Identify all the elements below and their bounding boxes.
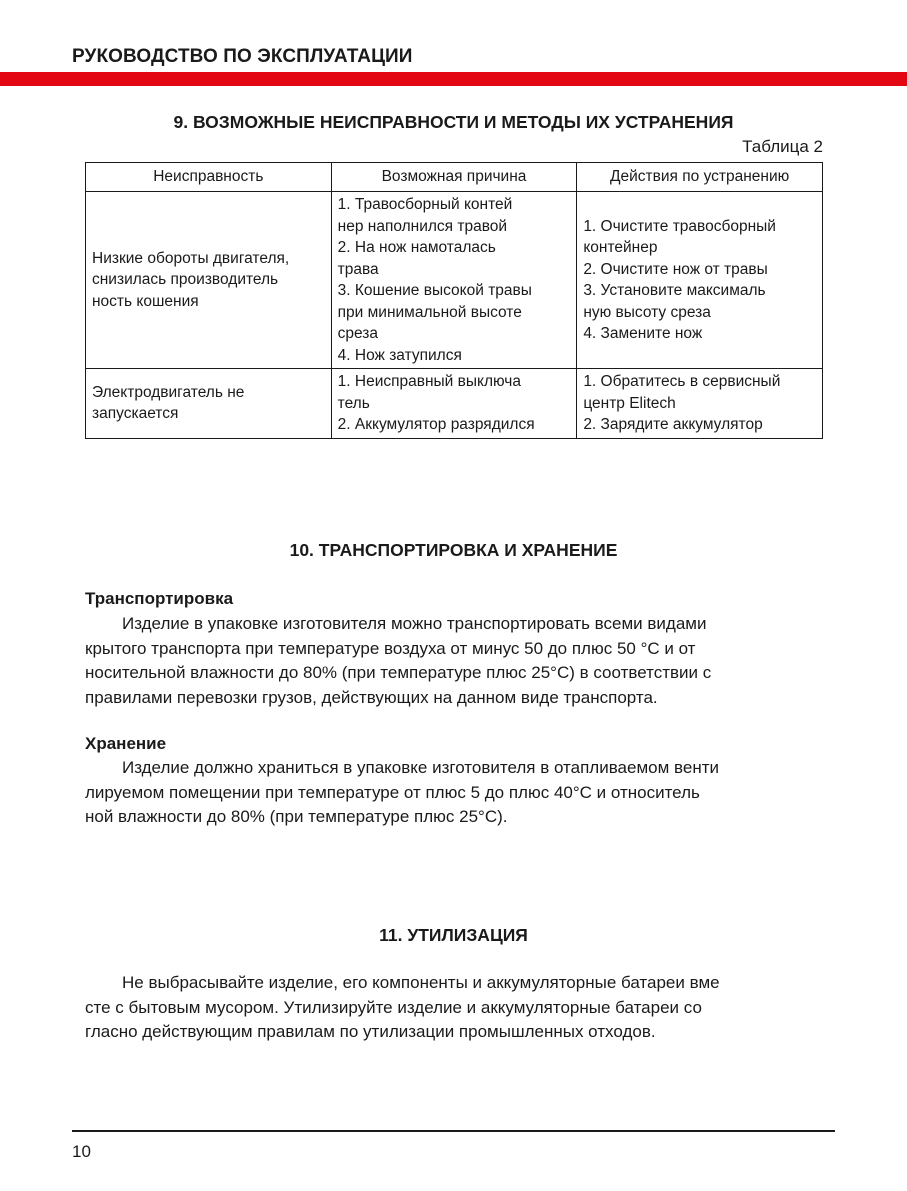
paragraph-line: Изделие должно храниться в упаковке изготовителя в отапливаемом венти [122,758,719,777]
paragraph-line: гласно действующим правилам по утилизации промышленных отходов. [85,1022,656,1041]
fault-cell [86,369,332,439]
section-11-title: 11. УТИЛИЗАЦИЯ [379,925,528,945]
cell-line: ную высоту среза [583,303,711,321]
cell-line: 1. Обратитесь в сервисный [583,373,781,390]
table-caption: Таблица 2 [742,137,823,156]
cell-line: 1. Травосборный контей [337,196,513,213]
paragraph-line: правилами перевозки грузов, действующих на данном виде транспорта. [85,687,658,707]
column-header-action: Действия по устранению [577,163,823,192]
cell-line: нер наполнился травой [337,217,508,235]
transport-paragraph [85,612,823,710]
cell-line: трава [337,260,379,278]
cell-line: 4. Нож затупился [337,346,462,364]
header-accent-band [0,72,907,86]
paragraph-line: лируемом помещении при температуре от плюс 5 до плюс 40°С и относитель [85,782,700,802]
cell-line: снизилась производитель [92,271,279,289]
cell-line: ность кошения [92,292,199,310]
cause-cell [331,192,577,369]
paragraph-line: крытого транспорта при температуре воздуха от минус 50 до плюс 50 °С и от [85,638,696,658]
storage-paragraph [85,756,823,830]
cell-line: 1. Неисправный выключа [337,373,521,390]
cell-line: 2. Очистите нож от травы [583,260,768,278]
cell-line: 3. Установите максималь [583,282,766,299]
cell-line: 4. Замените нож [583,325,703,342]
action-cell [577,192,823,369]
storage-heading: Хранение [85,734,167,753]
paragraph-line: носительной влажности до 80% (при температуре плюс 25°С) в соответствии с [85,663,712,682]
disposal-paragraph [85,971,823,1045]
column-header-fault: Неисправность [86,163,332,192]
cell-line: 3. Кошение высокой травы [337,282,532,299]
section-10-title: 10. ТРАНСПОРТИРОВКА И ХРАНЕНИЕ [289,540,618,560]
cell-line: среза [337,325,379,342]
section-9-title: 9. ВОЗМОЖНЫЕ НЕИСПРАВНОСТИ И МЕТОДЫ ИХ УСТРАНЕНИЯ [173,112,734,132]
paragraph-line: сте с бытовым мусором. Утилизируйте изделие и аккумуляторные батареи со [85,997,702,1017]
cell-line: Электродвигатель не [92,383,245,401]
cell-line: запускается [92,405,179,423]
cell-line: при минимальной высоте [337,303,522,321]
table-header-row [86,163,823,192]
transport-heading: Транспортировка [85,589,234,608]
fault-cell [86,192,332,369]
table-row [86,369,823,439]
paragraph-line: ной влажности до 80% (при температуре плюс 25°С). [85,807,508,826]
cell-line: тель [337,394,370,412]
column-header-cause: Возможная причина [331,163,577,192]
cell-line: 2. Аккумулятор разрядился [337,416,535,433]
table-row [86,192,823,369]
cell-line: контейнер [583,239,658,256]
cell-line: 1. Очистите травосборный [583,217,776,235]
page-number: 10 [72,1142,91,1161]
cell-line: центр Elitech [583,394,676,412]
cell-line: 2. На нож намоталась [337,239,496,256]
paragraph-line: Изделие в упаковке изготовителя можно транспортировать всеми видами [122,614,707,633]
running-header: РУКОВОДСТВО ПО ЭКСПЛУАТАЦИИ [72,46,413,67]
action-cell [577,369,823,439]
cause-cell [331,369,577,439]
footer-rule [72,1130,835,1132]
paragraph-line: Не выбрасывайте изделие, его компоненты и аккумуляторные батареи вме [122,973,720,992]
cell-line: Низкие обороты двигателя, [92,249,290,267]
cell-line: 2. Зарядите аккумулятор [583,416,763,433]
troubleshooting-table [85,162,823,439]
